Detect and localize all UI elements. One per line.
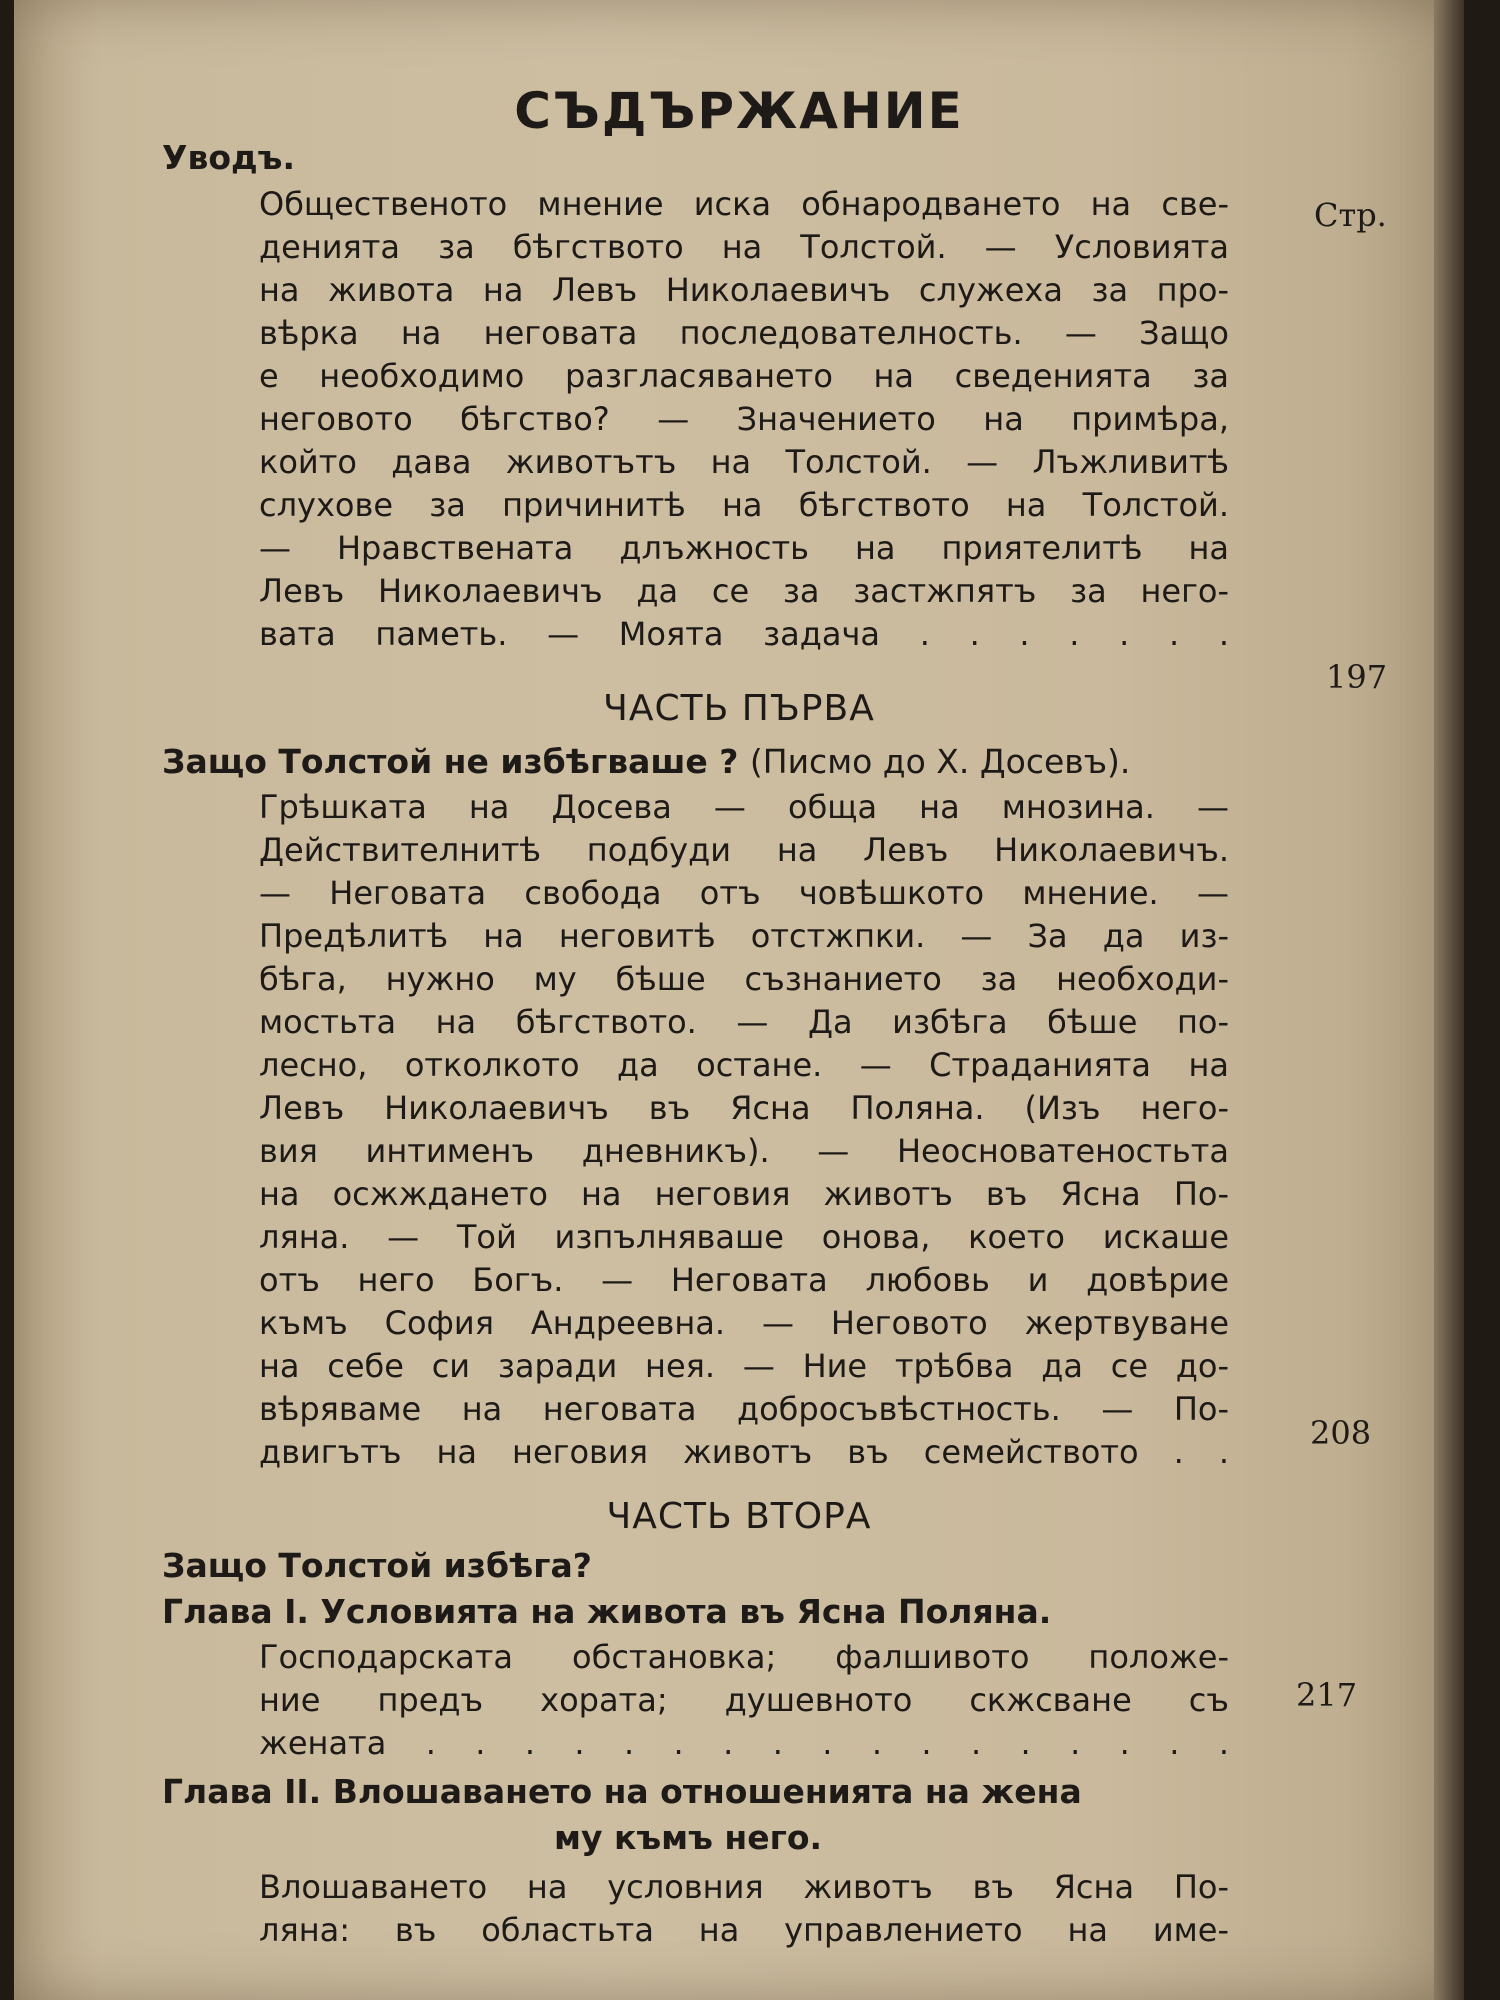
intro-heading: Уводъ.: [162, 138, 295, 177]
chapter-two-heading-line-1: Глава II. Влошаването на отношенията на жена: [162, 1772, 1082, 1811]
intro-line: е необходимо разгласяването на сведенията за: [259, 357, 1229, 395]
part-one-line: лесно, отколкото да остане. — Страданията на: [259, 1046, 1229, 1084]
part-one-line: ляна. — Той изпълняваше онова, което искаше: [259, 1218, 1229, 1256]
page-column-label: Стр.: [1314, 196, 1387, 234]
chapter-two-heading-line-2: му къмъ него.: [554, 1818, 823, 1857]
book-spine-shadow: [1434, 0, 1464, 2000]
intro-line: на живота на Левъ Николаевичъ служеха за про-: [259, 271, 1229, 309]
intro-line: вата паметь. — Моята задача . . . . . . .: [259, 615, 1229, 653]
intro-line: вѣрка на неговата последователность. — Защо: [259, 314, 1229, 352]
part-one-line: — Неговата свобода отъ човѣшкото мнение. —: [259, 874, 1229, 912]
part-one-line: Действителнитѣ подбуди на Левъ Николаевичъ.: [259, 831, 1229, 869]
part-one-line: мостьта на бѣгството. — Да избѣга бѣше по-: [259, 1003, 1229, 1041]
intro-line: Левъ Николаевичъ да се за застжпятъ за него-: [259, 572, 1229, 610]
part-one-line: бѣга, нужно му бѣше съзнанието за необходи-: [259, 960, 1229, 998]
part-one-line: Грѣшката на Досева — обща на мнозина. —: [259, 788, 1229, 826]
part-one-line: къмъ София Андреевна. — Неговото жертвуване: [259, 1304, 1229, 1342]
chapter-one-line: ние предъ хората; душевното скжсване съ: [259, 1681, 1229, 1719]
part-one-line: на себе си заради нея. — Ние трѣбва да се до-: [259, 1347, 1229, 1385]
part-one-line: вѣряваме на неговата добросъвѣстность. — По-: [259, 1390, 1229, 1428]
chapter-two-line: ляна: въ областьта на управлението на име-: [259, 1911, 1229, 1949]
intro-line: — Нравствената длъжность на приятелитѣ на: [259, 529, 1229, 567]
part-one-line: Левъ Николаевичъ въ Ясна Поляна. (Изъ него-: [259, 1089, 1229, 1127]
part-one-page-number: 208: [1310, 1414, 1372, 1452]
part-two-title: ЧАСТЬ ВТОРА: [606, 1496, 872, 1537]
part-one-line: на осжждането на неговия животъ въ Ясна По-: [259, 1175, 1229, 1213]
part-one-line: Предѣлитѣ на неговитѣ отстжпки. — За да из-: [259, 917, 1229, 955]
part-one-line: отъ него Богъ. — Неговата любовь и довѣрие: [259, 1261, 1229, 1299]
part-two-heading: Защо Толстой избѣга?: [162, 1546, 592, 1585]
chapter-two-line: Влошаването на условния животъ въ Ясна По-: [259, 1868, 1229, 1906]
chapter-one-line: жената . . . . . . . . . . . . . . . . .: [259, 1724, 1229, 1762]
intro-line: денията за бѣгството на Толстой. — Условията: [259, 228, 1229, 266]
part-one-line: двигътъ на неговия животъ въ семейството . .: [259, 1433, 1229, 1471]
part-one-line: вия интименъ дневникъ). — Неосноватеностьта: [259, 1132, 1229, 1170]
chapter-one-heading: Глава I. Условията на живота въ Ясна Поляна.: [162, 1592, 1052, 1631]
part-one-heading: [162, 742, 1130, 781]
part-one-heading-note: (Писмо до Х. Досевъ).: [749, 742, 1131, 781]
chapter-one-page-number: 217: [1296, 1676, 1358, 1714]
intro-line: слухове за причинитѣ на бѣгството на Толстой.: [259, 486, 1229, 524]
intro-line: който дава животътъ на Толстой. — Лъжливитѣ: [259, 443, 1229, 481]
part-one-heading-bold: Защо Толстой не избѣгваше ?: [162, 742, 739, 781]
part-one-title: ЧАСТЬ ПЪРВА: [603, 688, 875, 729]
intro-line: неговото бѣгство? — Значението на примѣра,: [259, 400, 1229, 438]
page-title: СЪДЪРЖАНИЕ: [514, 82, 964, 140]
intro-line: Общественото мнение иска обнародването на све-: [259, 185, 1229, 223]
intro-page-number: 197: [1326, 658, 1388, 696]
book-page: [14, 0, 1464, 2000]
chapter-one-line: Господарската обстановка; фалшивото положе-: [259, 1638, 1229, 1676]
